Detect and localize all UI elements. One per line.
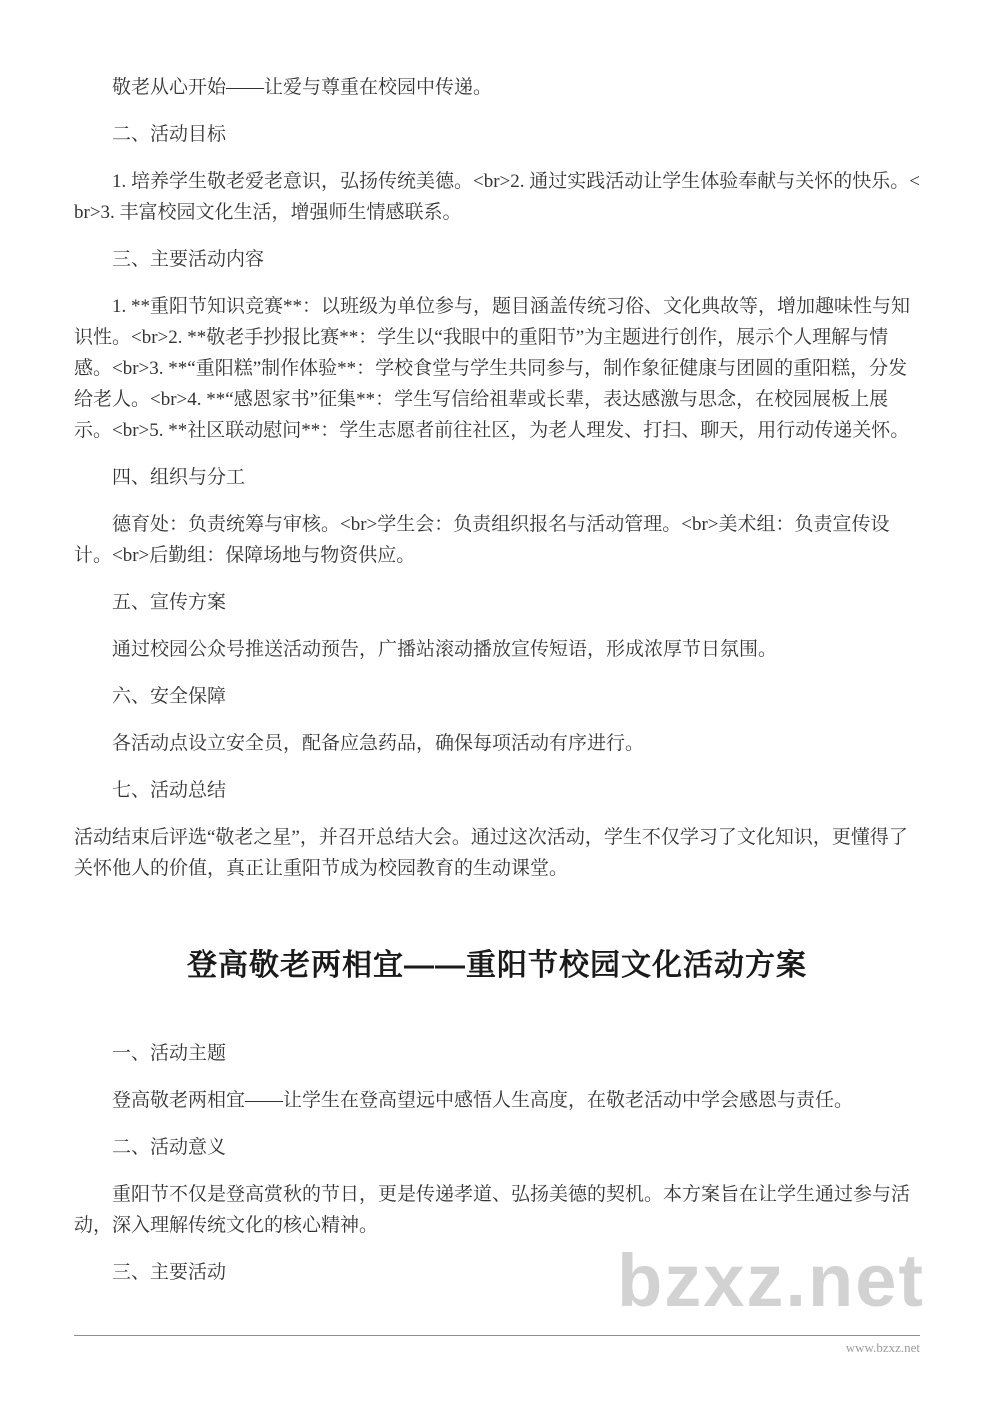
section-heading-safety: 六、安全保障	[112, 686, 227, 707]
paragraph-summary: 活动结束后评选“敬老之星”，并召开总结大会。通过这次活动，学生不仅学习了文化知识，更懂得了关怀他人的价值，真正让重阳节成为校园教育的生动课堂。	[74, 827, 908, 879]
footer-url: www.bzxz.net	[845, 1340, 920, 1355]
section-heading-org: 四、组织与分工	[112, 467, 246, 488]
paragraph-theme: 登高敬老两相宜——让学生在登高望远中感悟人生高度，在敬老活动中学会感恩与责任。	[112, 1090, 854, 1111]
page-footer	[74, 1335, 920, 1357]
paragraph-goals: 1. 培养学生敬老爱老意识，弘扬传统美德。<br>2. 通过实践活动让学生体验奉献与关怀的快乐。<br>3. 丰富校园文化生活，增强师生情感联系。	[74, 171, 920, 223]
paragraph-intro: 敬老从心开始——让爱与尊重在校园中传递。	[112, 77, 493, 98]
section-heading-summary: 七、活动总结	[112, 780, 227, 801]
section-heading-main: 三、主要活动	[112, 1262, 227, 1283]
paragraph-org: 德育处：负责统筹与审核。<br>学生会：负责组织报名与活动管理。<br>美术组：负责宣传设计。<br>后勤组：保障场地与物资供应。	[74, 514, 890, 566]
section-heading-meaning: 二、活动意义	[112, 1137, 227, 1158]
watermark-text: bzxz.net	[617, 1239, 925, 1322]
paragraph-meaning: 重阳节不仅是登高赏秋的节日，更是传递孝道、弘扬美德的契机。本方案旨在让学生通过参与活动，深入理解传统文化的核心精神。	[74, 1184, 911, 1236]
paragraph-safety: 各活动点设立安全员，配备应急药品，确保每项活动有序进行。	[112, 733, 645, 754]
section-heading-publicity: 五、宣传方案	[112, 592, 227, 613]
paragraph-activities: 1. **重阳节知识竞赛**：以班级为单位参与，题目涵盖传统习俗、文化典故等，增加趣味性与知识性。<br>2. **敬老手抄报比赛**：学生以“我眼中的重阳节”为主题进行创作，展示个人理解与情感。<br>3. **“重阳糕”制作体验**：学校食堂与学生共同参与，制作象征健康与团圆的重阳糕，分发给老人。<br>4. **“感恩家书”征集**：学生写信给祖辈或长辈，表达感激与思念，在校园展板上展示。<br>5. **社区联动慰问**：学生志愿者前往社区，为老人理发、打扫、聊天，用行动传递关怀。	[74, 296, 911, 441]
document-title: 登高敬老两相宜——重阳节校园文化活动方案	[187, 949, 807, 982]
section-heading-goals: 二、活动目标	[112, 124, 227, 145]
section-heading-theme: 一、活动主题	[112, 1043, 227, 1064]
section-heading-content: 三、主要活动内容	[112, 249, 265, 270]
paragraph-publicity: 通过校园公众号推送活动预告，广播站滚动播放宣传短语，形成浓厚节日氛围。	[112, 639, 778, 660]
